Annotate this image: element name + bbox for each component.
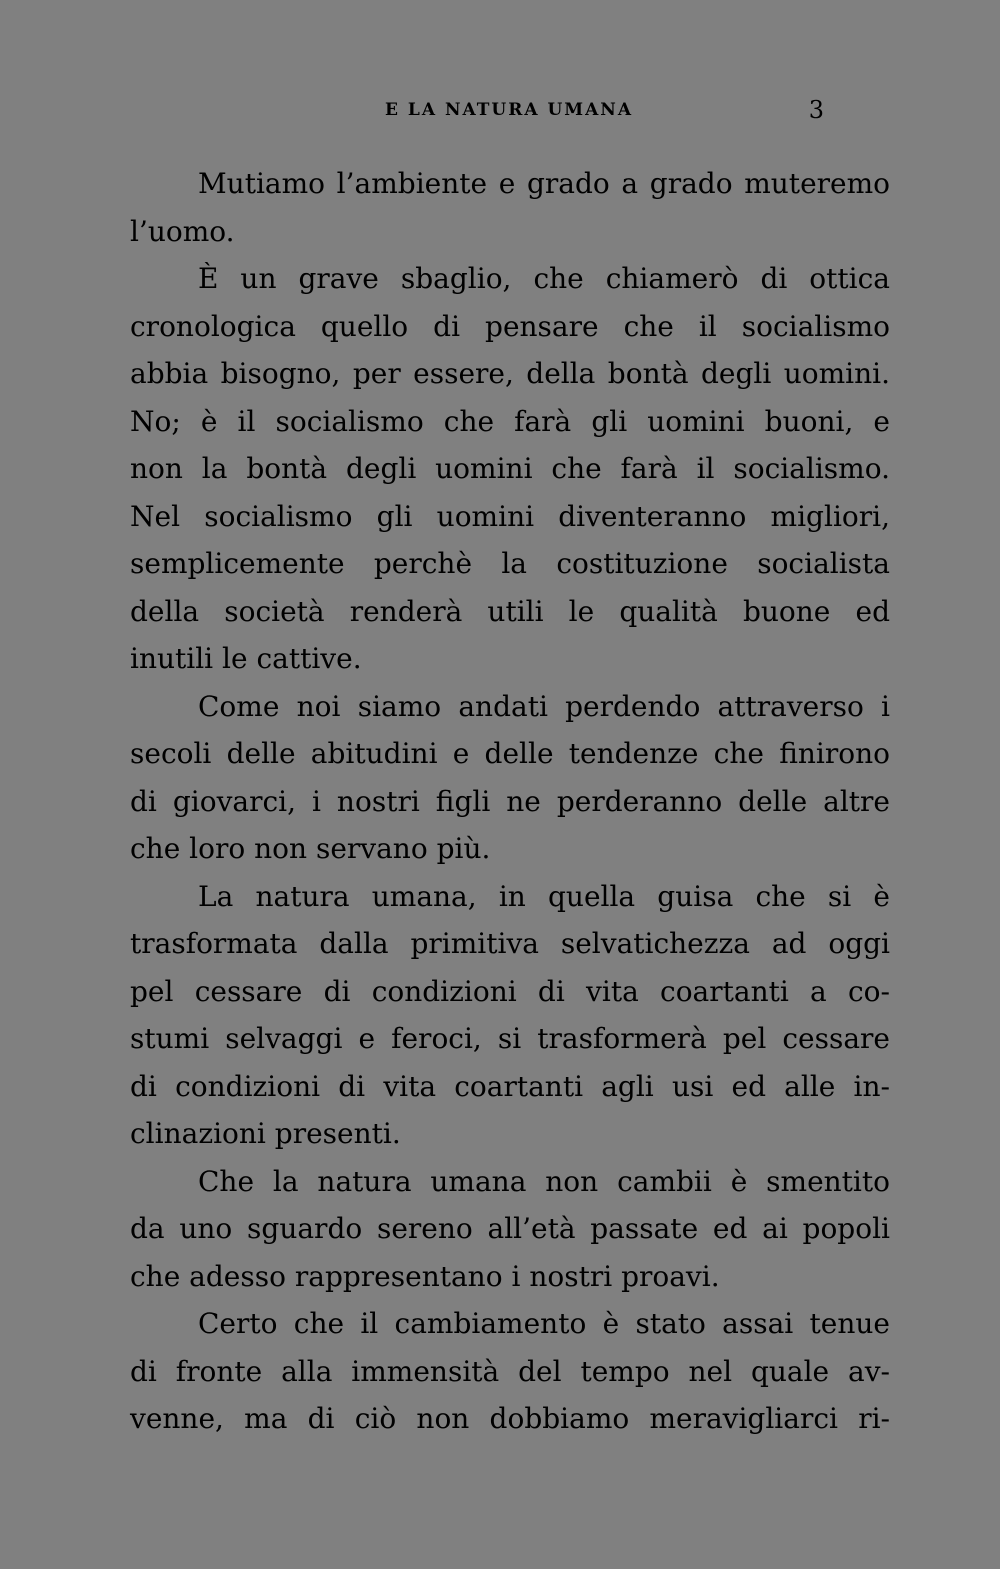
text-line: di giovarci, i nostri figli ne perderanno delle altre	[130, 784, 890, 818]
text-line: La natura umana, in quella guisa che si è	[198, 879, 890, 913]
text-line: Che la natura umana non cambii è smentito	[198, 1164, 890, 1198]
text-line: stumi selvaggi e feroci, si trasformerà pel cessare	[130, 1022, 890, 1055]
text-line: da uno sguardo sereno all’età passate ed ai popoli	[130, 1212, 890, 1245]
text-line: semplicemente perchè la costituzione socialista	[130, 547, 890, 580]
text-line: l’uomo.	[130, 214, 235, 248]
text-line: È un grave sbaglio, che chiamerò di ottica	[198, 262, 890, 295]
text-line: che loro non servano più.	[130, 832, 491, 865]
body-text	[130, 160, 890, 1443]
text-line: non la bontà degli uomini che farà il socialismo.	[130, 452, 890, 485]
text-line: di fronte alla immensità del tempo nel quale av-	[130, 1354, 890, 1388]
text-line: venne, ma di ciò non dobbiamo meravigliarci ri-	[130, 1402, 890, 1435]
text-line: Certo che il cambiamento è stato assai tenue	[198, 1307, 890, 1340]
text-line: No; è il socialismo che farà gli uomini buoni, e	[130, 404, 890, 438]
text-line: clinazioni presenti.	[130, 1117, 401, 1150]
text-line: abbia bisogno, per essere, della bontà degli uomini.	[130, 357, 890, 390]
text-line: pel cessare di condizioni di vita coartanti a co-	[130, 974, 890, 1008]
text-line: Mutiamo l’ambiente e grado a grado muteremo	[198, 167, 890, 200]
page-number: 3	[808, 96, 824, 124]
text-line: di condizioni di vita coartanti agli usi ed alle in-	[130, 1069, 890, 1103]
text-line: inutili le cattive.	[130, 642, 362, 675]
text-line: cronologica quello di pensare che il socialismo	[130, 309, 890, 343]
running-head	[130, 98, 890, 132]
text-line: Nel socialismo gli uomini diventeranno migliori,	[130, 499, 890, 533]
text-line: trasformata dalla primitiva selvatichezza ad oggi	[130, 927, 890, 960]
text-line: che adesso rappresentano i nostri proavi.	[130, 1259, 720, 1293]
text-line: Come noi siamo andati perdendo attraverso i	[198, 689, 890, 723]
text-line: della società renderà utili le qualità buone ed	[130, 594, 890, 628]
text-line: secoli delle abitudini e delle tendenze che finirono	[130, 737, 890, 770]
running-title: E LA NATURA UMANA	[385, 100, 634, 120]
